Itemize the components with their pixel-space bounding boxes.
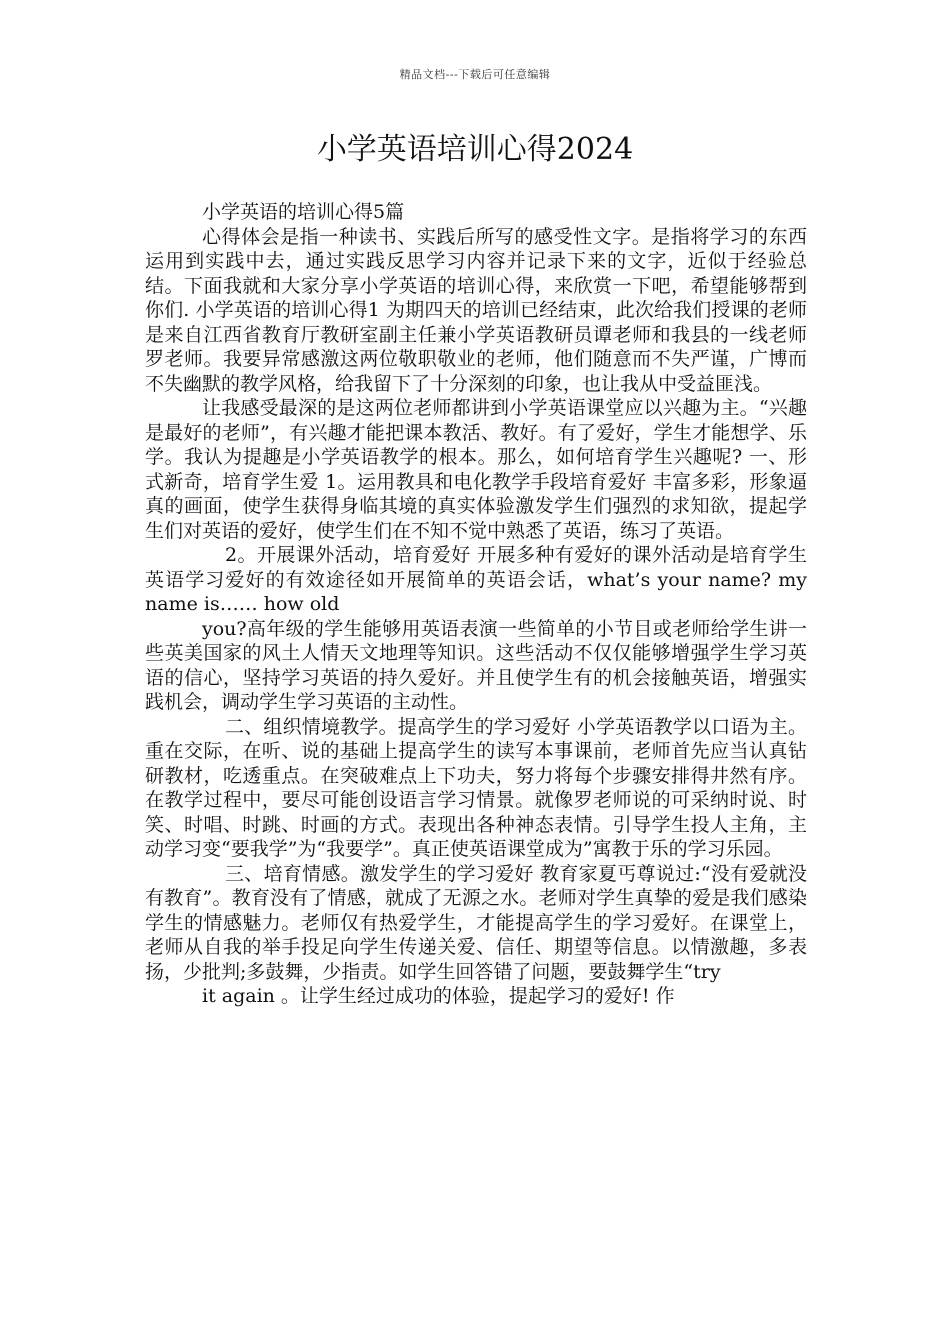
paragraph: you?高年级的学生能够用英语表演一些简单的小节目或老师给学生讲一些英美国家的风土人情天文地理等知识。这些活动不仅仅能够增强学生学习英语的信心，坚持学习英语的持久爱好。并且使学生有的机会接触英语，增强实践机会，调动学生学习英语的主动性。: [145, 617, 807, 713]
header-note: 精品文档---下载后可任意编辑: [399, 68, 551, 81]
paragraph: 心得体会是指一种读书、实践后所写的感受性文字。是指将学习的东西运用到实践中去，通过实践反思学习内容并记录下来的文字，近似于经验总结。下面我就和大家分享小学英语的培训心得，来欣赏一下吧，希望能够帮到你们. 小学英语的培训心得1 为期四天的培训已经结束，此次给我们授课的老师是来自江西省教育厅教研室副主任兼小学英语教研员谭老师和我县的一线老师罗老师。我要异常感激这两位敬职敬业的老师，他们随意而不失严谨，广博而不失幽默的教学风格，给我留下了十分深刻的印象，也让我从中受益匪浅。: [145, 225, 807, 395]
paragraph: 2。开展课外活动，培育爱好 开展多种有爱好的课外活动是培育学生英语学习爱好的有效途径如开展简单的英语会话，what’s your name? my name is…… how old: [145, 544, 807, 615]
document-title: 小学英语培训心得2024: [316, 132, 634, 167]
document-body: [145, 200, 807, 1009]
paragraph: 让我感受最深的是这两位老师都讲到小学英语课堂应以兴趣为主。“兴趣是最好的老师”，有兴趣才能把课本教活、教好。有了爱好，学生才能想学、乐学。我认为提趣是小学英语教学的根本。那么，如何培育学生兴趣呢? 一、形式新奇，培育学生爱 1。运用教具和电化教学手段培育爱好 丰富多彩，形象逼真的画面，使学生获得身临其境的真实体验激发学生们强烈的求知欲，提起学生们对英语的爱好，使学生们在不知不觉中熟悉了英语，练习了英语。: [145, 397, 807, 542]
paragraph-subtitle: 小学英语的培训心得5篇: [202, 201, 405, 223]
paragraph: it again 。让学生经过成功的体验，提起学习的爱好! 作: [202, 985, 675, 1007]
paragraph: 二、组织情境教学。提高学生的学习爱好 小学英语教学以口语为主。重在交际，在听、说的基础上提高学生的读写本事课前，老师首先应当认真钻研教材，吃透重点。在突破难点上下功夫，努力将每个步骤安排得井然有序。在教学过程中，要尽可能创设语言学习情景。就像罗老师说的可采纳时说、时笑、时唱、时跳、时画的方式。表现出各种神态表情。引导学生投人主角，主动学习变“要我学”为“我要学”。真正使英语课堂成为”寓教于乐的学习乐园。: [145, 715, 807, 860]
paragraph: 三、培育情感。激发学生的学习爱好 教育家夏丐尊说过:“没有爱就没有教育”。教育没有了情感，就成了无源之水。老师对学生真挚的爱是我们感染学生的情感魅力。老师仅有热爱学生，才能提高学生的学习爱好。在课堂上，老师从自我的举手投足向学生传递关爱、信任、期望等信息。以情激趣，多表扬，少批判;多鼓舞，少指责。如学生回答错了问题，要鼓舞学生“try: [145, 862, 807, 983]
